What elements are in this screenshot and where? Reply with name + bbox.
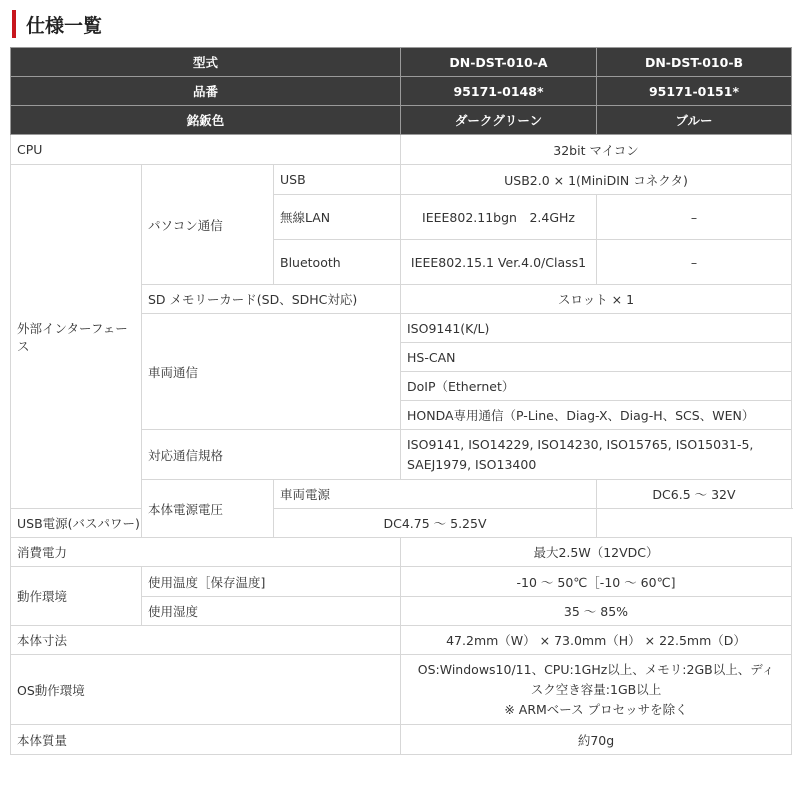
spec-table [10, 47, 792, 755]
voltage-label: 本体電源電圧 [142, 480, 274, 538]
row-os [11, 655, 792, 725]
model-label: 型式 [11, 48, 401, 77]
row-power [11, 538, 792, 567]
wlan-a: IEEE802.11bgn 2.4GHz [401, 195, 597, 240]
bt-b: – [597, 240, 792, 285]
vehicle-item: ISO9141(K/L) [401, 314, 792, 343]
iface-label: 外部インターフェース [11, 165, 142, 509]
bt-label: Bluetooth [274, 240, 401, 285]
color-b: ブルー [597, 106, 792, 135]
wlan-label: 無線LAN [274, 195, 401, 240]
os-value-line-3: ※ ARMベース プロセッサを除く [504, 701, 688, 717]
usb-label: USB [274, 165, 401, 195]
vehicle-power-label: 車両電源 [274, 480, 597, 509]
part-b: 95171-0151* [597, 77, 792, 106]
sd-label: SD メモリーカード(SD、SDHC対応) [142, 285, 401, 314]
cpu-label: CPU [11, 135, 401, 165]
part-a: 95171-0148* [401, 77, 597, 106]
model-b: DN-DST-010-B [597, 48, 792, 77]
env-label: 動作環境 [11, 567, 142, 626]
sd-value: スロット × 1 [401, 285, 792, 314]
temp-value: -10 ～ 50℃［-10 ～ 60℃] [401, 567, 792, 597]
header-row-color [11, 106, 792, 135]
os-label: OS動作環境 [11, 655, 401, 725]
row-cpu [11, 135, 792, 165]
std-label: 対応通信規格 [142, 430, 401, 480]
os-value-line-1: OS:Windows10/11、CPU:1GHz以上、メモリ:2GB以上、ディ [417, 661, 775, 677]
dim-label: 本体寸法 [11, 626, 401, 655]
std-value-line-1: ISO9141, ISO14229, ISO14230, ISO15765, ISO15031-5, [407, 436, 754, 452]
usb-power-value: DC4.75 ～ 5.25V [274, 509, 597, 538]
cpu-value: 32bit マイコン [401, 135, 792, 165]
vehicle-item: HS-CAN [401, 343, 792, 372]
header-row-part [11, 77, 792, 106]
os-value [401, 655, 792, 725]
dim-value: 47.2mm（W） × 73.0mm（H） × 22.5mm（D） [401, 626, 792, 655]
humidity-value: 35 ～ 85% [401, 597, 792, 626]
bt-a: IEEE802.15.1 Ver.4.0/Class1 [401, 240, 597, 285]
weight-value: 約70g [401, 725, 792, 755]
pc-label: パソコン通信 [142, 165, 274, 285]
model-a: DN-DST-010-A [401, 48, 597, 77]
usb-value: USB2.0 × 1(MiniDIN コネクタ) [401, 165, 792, 195]
row-weight [11, 725, 792, 755]
usb-power-label: USB電源(バスパワー) [11, 509, 274, 538]
row-usb [11, 165, 792, 195]
row-temperature [11, 567, 792, 597]
weight-label: 本体質量 [11, 725, 401, 755]
page-title: 仕様一覧 [26, 14, 103, 37]
vehicle-power-value: DC6.5 ～ 32V [597, 480, 792, 509]
row-dimensions [11, 626, 792, 655]
power-value: 最大2.5W（12VDC） [401, 538, 792, 567]
section-title [12, 10, 102, 38]
std-value [401, 430, 792, 480]
power-label: 消費電力 [11, 538, 401, 567]
humidity-label: 使用湿度 [142, 597, 401, 626]
vehicle-item: DoIP（Ethernet） [401, 372, 792, 401]
wlan-b: – [597, 195, 792, 240]
color-a: ダークグリーン [401, 106, 597, 135]
vehicle-item: HONDA専用通信（P-Line、Diag-X、Diag-H、SCS、WEN） [401, 401, 792, 430]
os-value-line-2: スク空き容量:1GB以上 [530, 681, 662, 697]
temp-label: 使用温度［保存温度] [142, 567, 401, 597]
color-label: 銘鈑色 [11, 106, 401, 135]
part-label: 品番 [11, 77, 401, 106]
row-usb-power [11, 509, 792, 538]
header-row-model [11, 48, 792, 77]
std-value-line-2: SAEJ1979, ISO13400 [407, 456, 537, 472]
vehicle-label: 車両通信 [142, 314, 401, 430]
